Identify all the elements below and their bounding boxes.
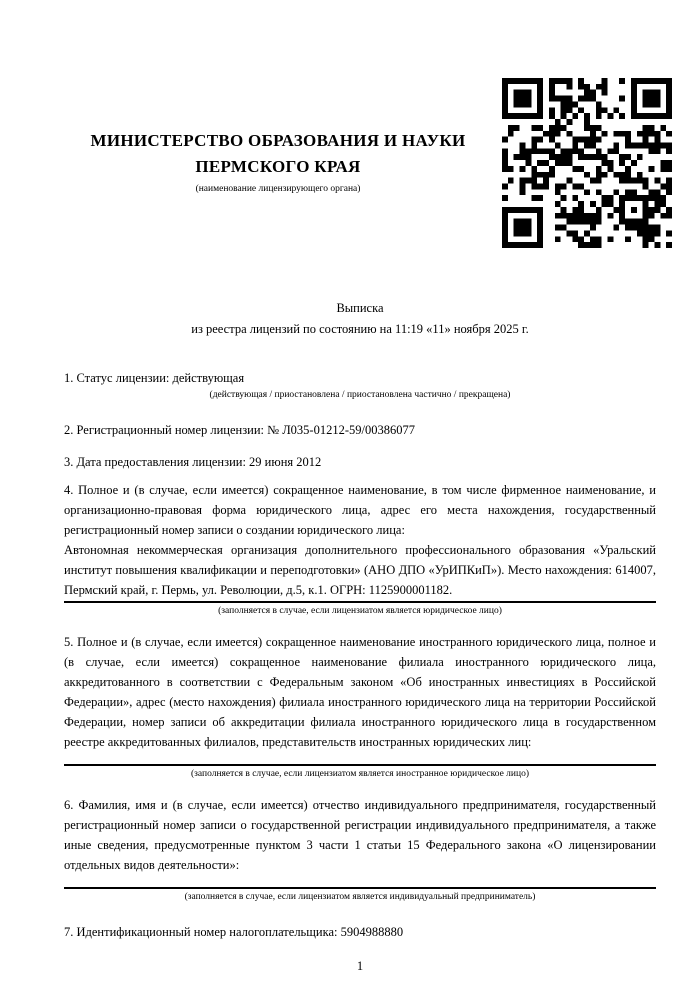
ministry-header — [64, 78, 492, 194]
item-registration-number: 2. Регистрационный номер лицензии: № Л035-01212-59/00386077 — [64, 423, 415, 437]
extract-title: Выписка — [336, 301, 384, 315]
extract-title-block — [64, 298, 656, 340]
item-grant-date: 3. Дата предоставления лицензии: 29 июня 2012 — [64, 455, 322, 469]
extract-subtitle: из реестра лицензий по состоянию на 11:19 «11» ноября 2025 г. — [191, 322, 529, 336]
item-license-status: 1. Статус лицензии: действующая — [64, 371, 245, 385]
item-taxpayer-inn: 7. Идентификационный номер налогоплательщика: 5904988880 — [64, 925, 404, 939]
item-legal-entity-value: Автономная некоммерческая организация дополнительного профессионального образования «Уральский институт повышения квалификации и переподготовки» (АНО ДПО «УрИПКиП»). Место нахождения: 614007, Пермский край, г. Пермь, ул. Революции, д.5, к.1. ОГРН: 1125900001182. — [64, 543, 656, 597]
fill-in-line-entrepreneur — [64, 887, 656, 889]
ministry-name-line2: ПЕРМСКОГО КРАЯ — [195, 157, 361, 176]
item-entrepreneur-label: 6. Фамилия, имя и (в случае, если имеется) отчество индивидуального предпринимателя, государственный регистрационный номер записи о государственной регистрации индивидуального предпринимателя, а также иные сведения, предусмотренные пунктом 3 части 1 статьи 15 Федерального закона «О лицензировании отдельных видов деятельности»: — [64, 798, 656, 872]
item-license-status-caption: (действующая / приостановлена / приостановлена частично / прекращена) — [209, 390, 511, 400]
item-legal-entity-label: 4. Полное и (в случае, если имеется) сокращенное наименование, в том числе фирменное наименование, и организационно-правовая форма юридического лица, адрес его места нахождения, государственный регистрационный номер записи о создании юридического лица: — [64, 483, 656, 537]
item-legal-entity-caption: (заполняется в случае, если лицензиатом является юридическое лицо) — [218, 606, 502, 616]
document-header — [0, 0, 700, 248]
fill-in-line-legal-entity — [64, 601, 656, 603]
item-foreign-entity-label: 5. Полное и (в случае, если имеется) сокращенное наименование иностранного юридического лица, полное и (в случае, если имеется) сокращенное наименование филиала иностранного юридического лица, аккредитованного в соответствии с Федеральным законом «Об иностранных инвестициях в Российской Федерации», адрес (место нахождения) филиала иностранного юридического лица на территории Российской Федерации, номер записи об аккредитации филиала иностранного юридического лица в государственном реестре аккредитованных филиалов, представительств иностранных юридических лиц: — [64, 635, 656, 749]
ministry-name-line1: МИНИСТЕРСТВО ОБРАЗОВАНИЯ И НАУКИ — [90, 131, 466, 150]
qr-code-icon — [502, 78, 672, 248]
page-number: 1 — [356, 959, 364, 973]
item-foreign-entity-caption: (заполняется в случае, если лицензиатом является иностранное юридическое лицо) — [191, 769, 529, 779]
ministry-caption: (наименование лицензирующего органа) — [195, 184, 361, 194]
fill-in-line-foreign-entity — [64, 764, 656, 766]
document-body — [0, 298, 700, 976]
item-entrepreneur-caption: (заполняется в случае, если лицензиатом является индивидуальный предприниматель) — [184, 892, 536, 902]
